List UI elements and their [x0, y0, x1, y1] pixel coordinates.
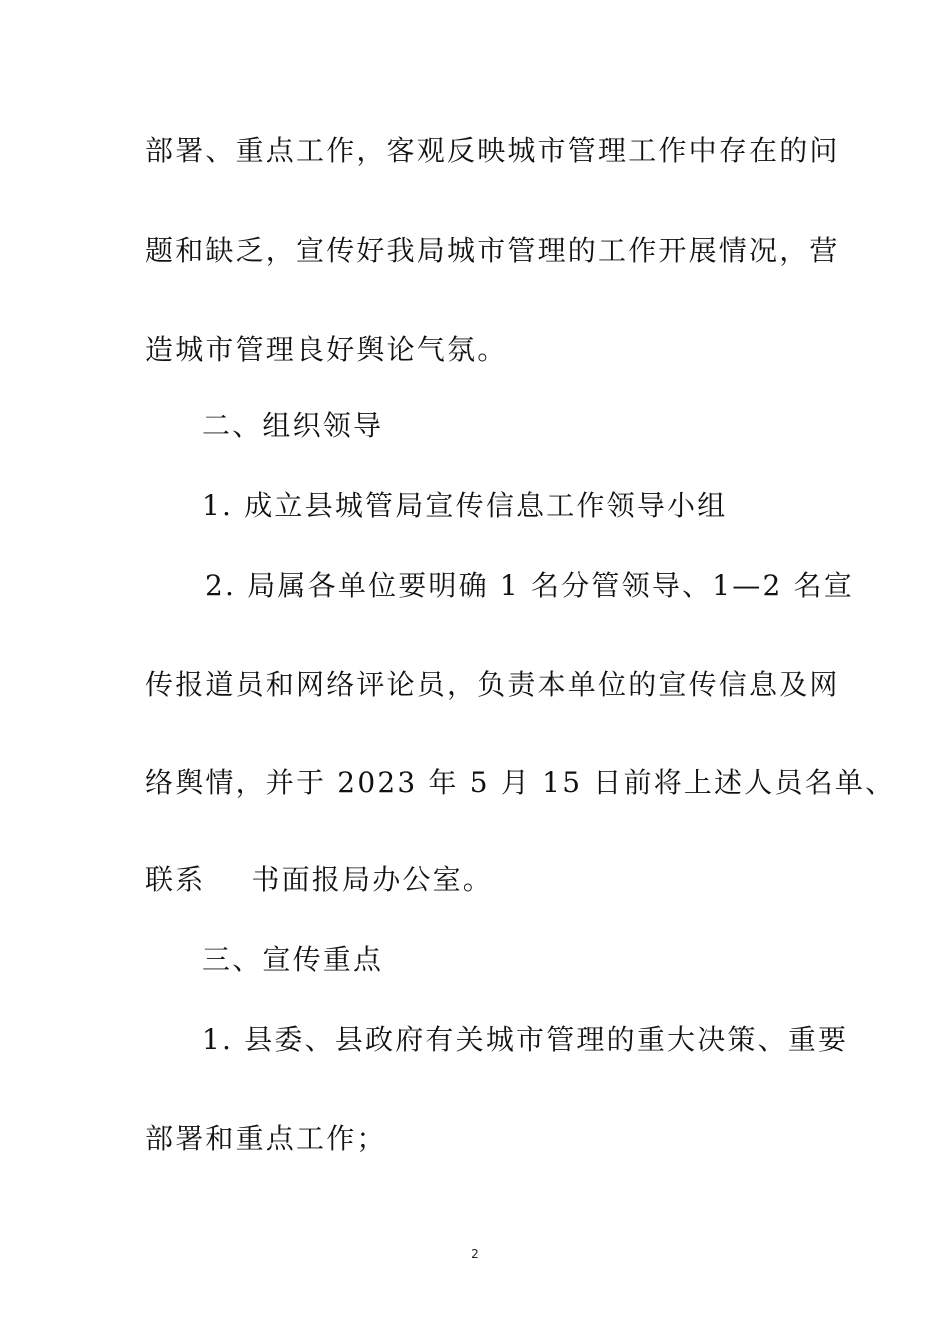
body-text-line: 题和缺乏，宣传好我局城市管理的工作开展情况，营 — [145, 234, 840, 267]
body-text-line: 部署和重点工作； — [145, 1122, 387, 1155]
section-heading: 二、组织领导 — [202, 409, 384, 442]
body-text-line: 造城市管理良好舆论气氛。 — [145, 333, 508, 366]
text-fragment: 书面报局办公室。 — [251, 863, 494, 896]
body-text-line: 部署、重点工作，客观反映城市管理工作中存在的问 — [145, 134, 840, 167]
text-fragment: 联系 — [145, 863, 206, 896]
section-heading: 三、宣传重点 — [202, 943, 384, 976]
body-text-line: 络舆情，并于 2023 年 5 月 15 日前将上述人员名单、 — [145, 766, 896, 799]
body-text-line: 传报道员和网络评论员，负责本单位的宣传信息及网 — [145, 668, 840, 701]
page-number: 2 — [471, 1247, 479, 1261]
list-item: 1. 成立县城管局宣传信息工作领导小组 — [202, 489, 728, 522]
list-item: 1. 县委、县政府有关城市管理的重大决策、重要 — [202, 1023, 849, 1056]
body-text-line — [145, 862, 825, 898]
list-item: 2. 局属各单位要明确 1 名分管领导、1—2 名宣 — [205, 569, 854, 602]
